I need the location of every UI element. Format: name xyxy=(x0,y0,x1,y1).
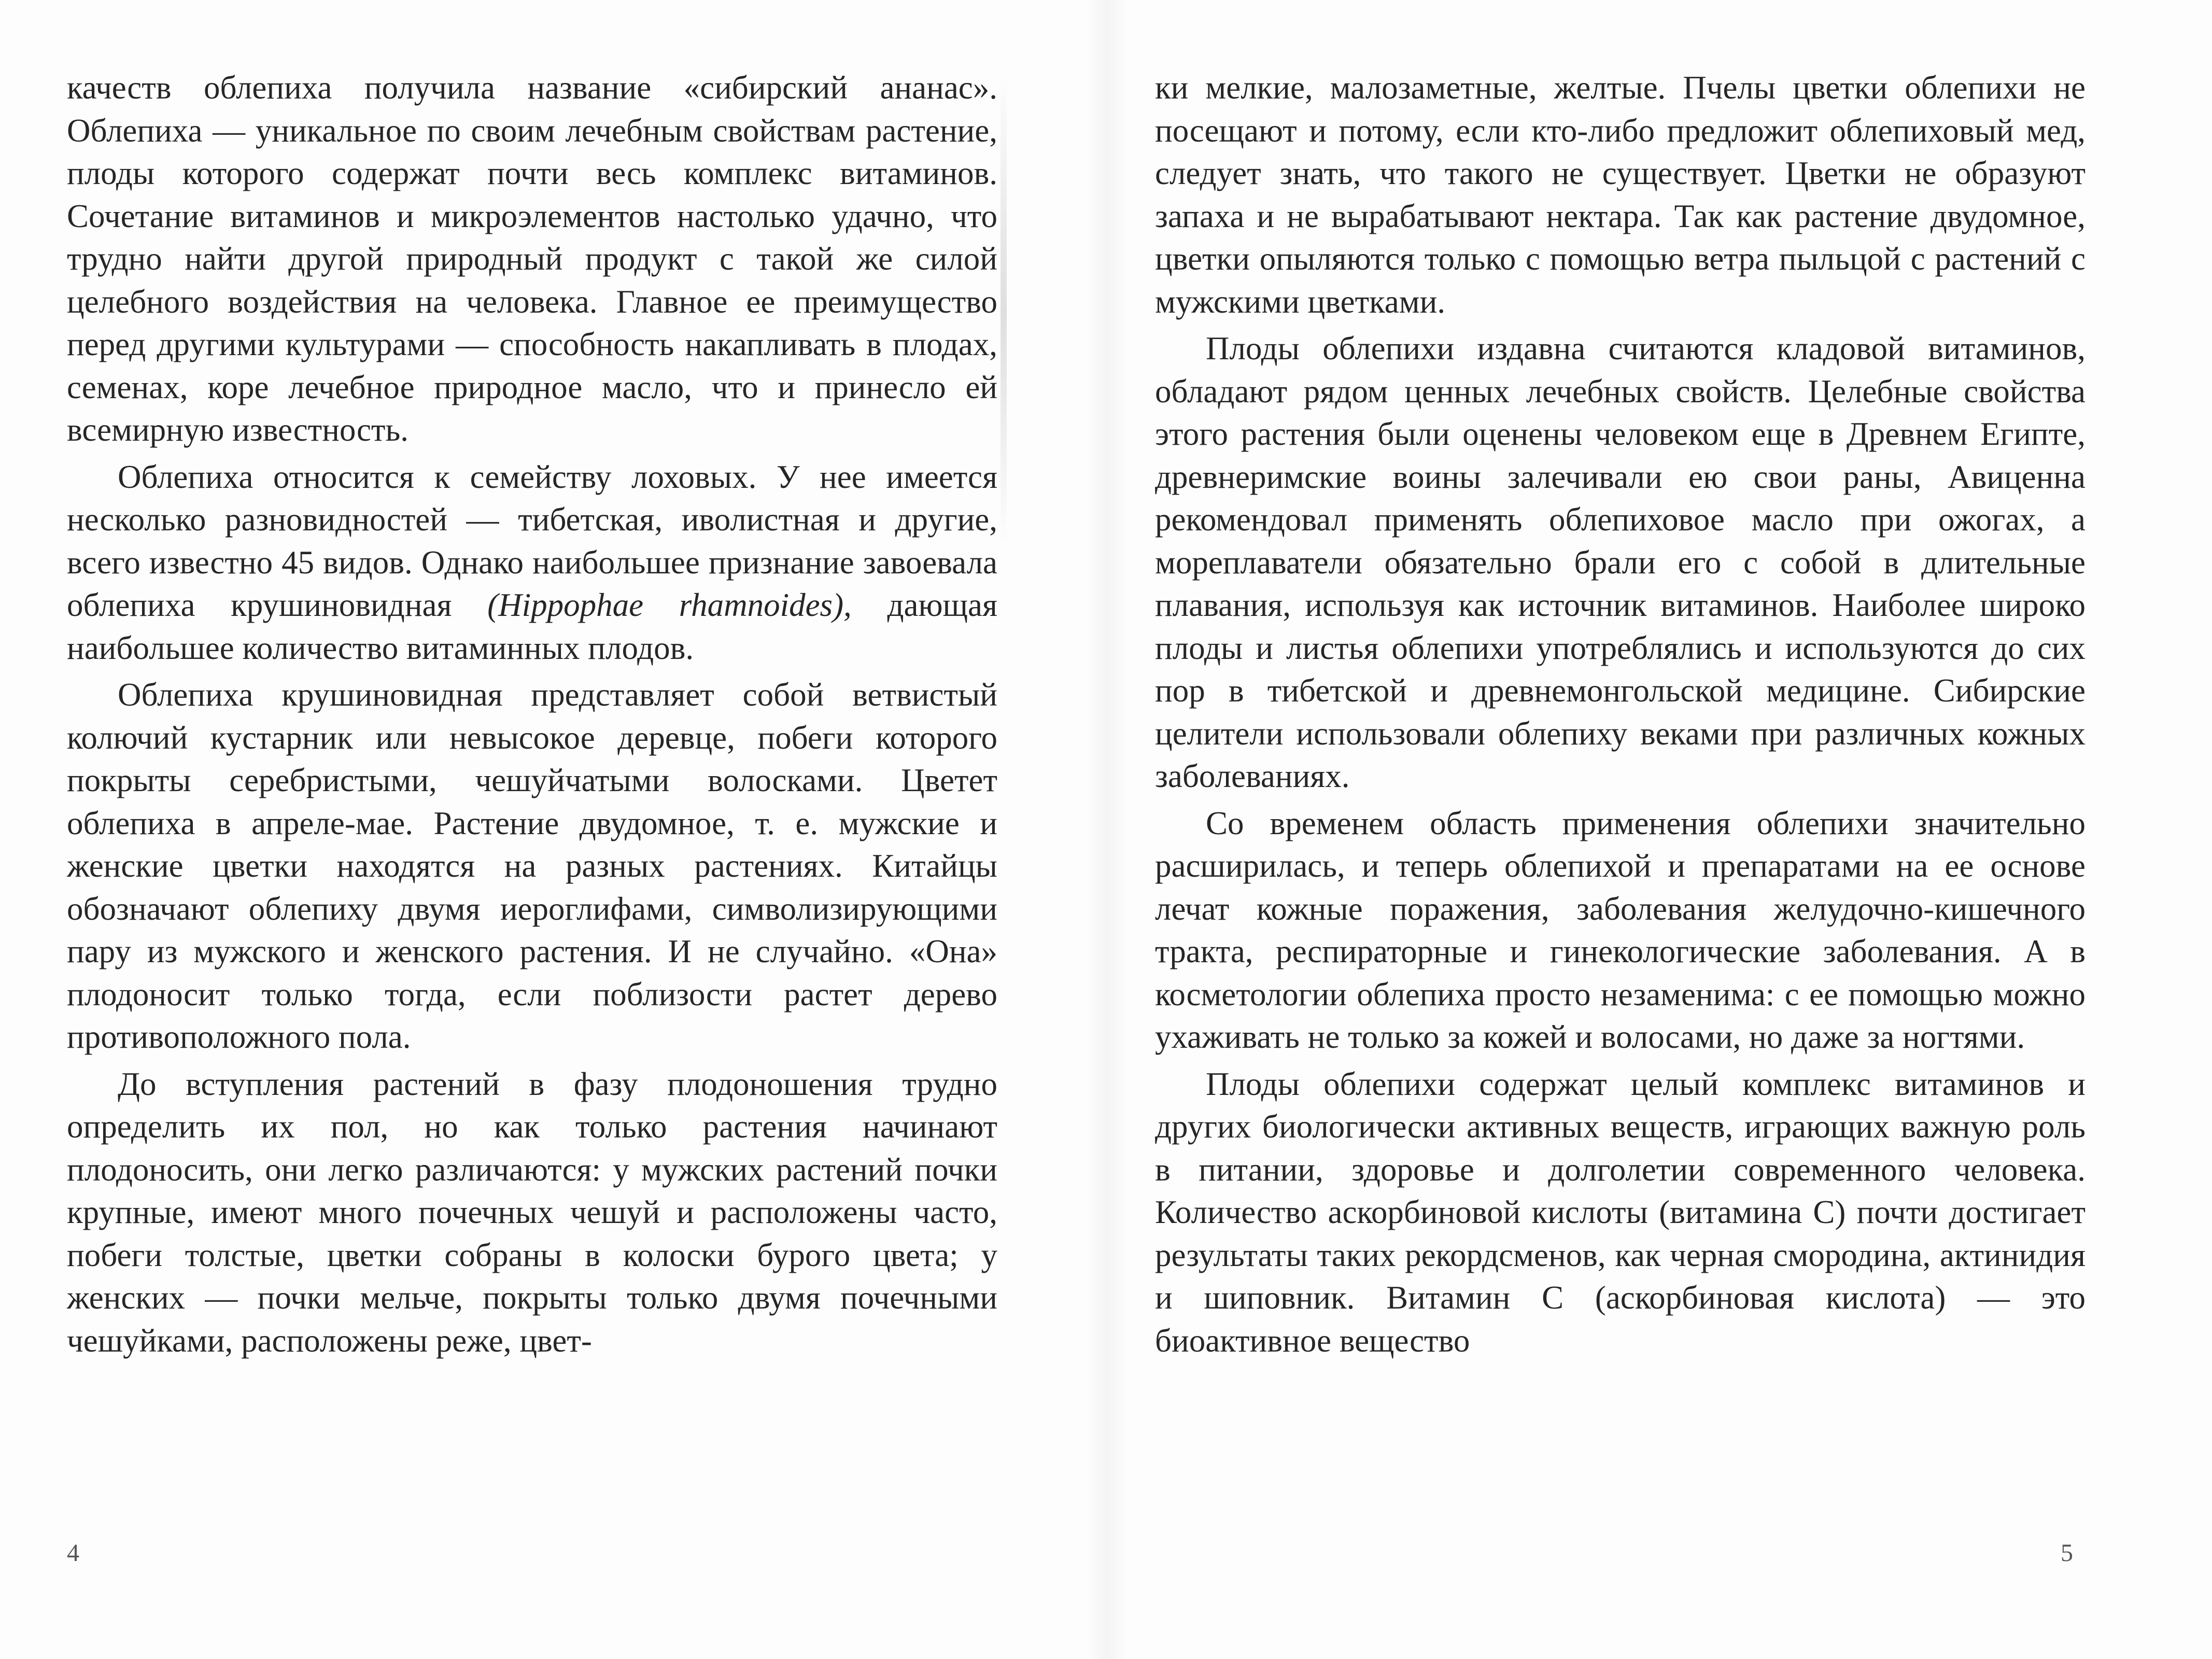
left-paragraph-1: качеств облепиха получила название «сибирский ананас». Облепиха — уникальное по своим лечебным свойствам растение, плоды которого содержат почти весь комплекс витаминов. Сочетание витаминов и микроэлементов настолько удачно, что трудно найти другой природный продукт с такой же силой целебного воздействия на человека. Главное ее преимущество перед другими культурами — способность накапливать в плодах, семенах, коре лечебное природное масло, что и принесло ей всемирную известность. xyxy=(67,69,997,448)
left-page xyxy=(67,66,997,1362)
right-paragraph-2: Плоды облепихи издавна считаются кладовой витаминов, обладают рядом ценных лечебных свойств. Целебные свойства этого растения были оценены человеком еще в Древнем Египте, древнеримские воины залечивали ею свои раны, Авиценна рекомендовал применять облепиховое масло при ожогах, а мореплаватели обязательно брали его с собой в длительные плавания, используя как источник витаминов. Наиболее широко плоды и листья облепихи употреблялись и используются до сих пор в тибетской и древнемонгольской медицине. Сибирские целители использовали облепиху веками при различных кожных заболеваниях. xyxy=(1155,330,2086,794)
left-paragraph-3: Облепиха крушиновидная представляет собой ветвистый колючий кустарник или невысокое деревце, побеги которого покрыты серебристыми, чешуйчатыми волосками. Цветет облепиха в апреле-мае. Растение двудомное, т. е. мужские и женские цветки находятся на разных растениях. Китайцы обозначают облепиху двумя иероглифами, символизирующими пару из мужского и женского растения. И не случайно. «Она» плодоносит только тогда, если поблизости растет дерево противоположного пола. xyxy=(67,677,997,1055)
left-paragraph-4: До вступления растений в фазу плодоношения трудно определить их пол, но как только растения начинают плодоносить, они легко различаются: у мужских растений почки крупные, имеют много почечных чешуй и расположены часто, побеги толстые, цветки собраны в колоски бурого цвета; у женских — почки мельче, покрыты только двумя почечными чешуйками, расположены реже, цвет- xyxy=(67,1065,997,1359)
left-paragraph-2 xyxy=(67,456,997,670)
gutter-shadow xyxy=(1086,0,1128,1659)
left-paragraph-2-start: Облепиха относится к семейству лоховых. У нее имеется несколько разновидностей — тибетская, иволистная и другие, всего известно 45 видов. Однако наибольшее признание завоевала облепиха крушиновидная xyxy=(67,458,997,623)
right-paragraph-4: Плоды облепихи содержат целый комплекс витаминов и других биологически активных веществ, играющих важную роль в питании, здоровье и долголетии современного человека. Количество аскорбиновой кислоты (витамина С) почти достигает результаты таких рекордсменов, как черная смородина, актинидия и шиповник. Витамин С (аскорбиновая кислота) — это биоактивное вещество xyxy=(1155,1065,2086,1359)
page-edge-shadow xyxy=(1001,78,1007,544)
right-page xyxy=(1155,66,2086,1362)
left-paragraph-2-end: дающая наибольшее количество витаминных плодов. xyxy=(67,587,997,666)
right-page-number: 5 xyxy=(2061,1539,2073,1567)
right-paragraph-1: ки мелкие, малозаметные, желтые. Пчелы цветки облепихи не посещают и потому, если кто-либо предложит облепиховый мед, следует знать, что такого не существует. Цветки не образуют запаха и не вырабатывают нектара. Так как растение двудомное, цветки опыляются только с помощью ветра пыльцой с растений с мужскими цветками. xyxy=(1155,69,2086,320)
latin-species-name: (Hippophae rhamnoides), xyxy=(487,587,852,623)
left-page-number: 4 xyxy=(67,1539,79,1567)
right-paragraph-3: Со временем область применения облепихи значительно расширилась, и теперь облепихой и препаратами на ее основе лечат кожные поражения, заболевания желудочно-кишечного тракта, респираторные и гинекологические заболевания. А в косметологии облепиха просто незаменима: с ее помощью можно ухаживать не только за кожей и волосами, но даже за ногтями. xyxy=(1155,805,2086,1055)
